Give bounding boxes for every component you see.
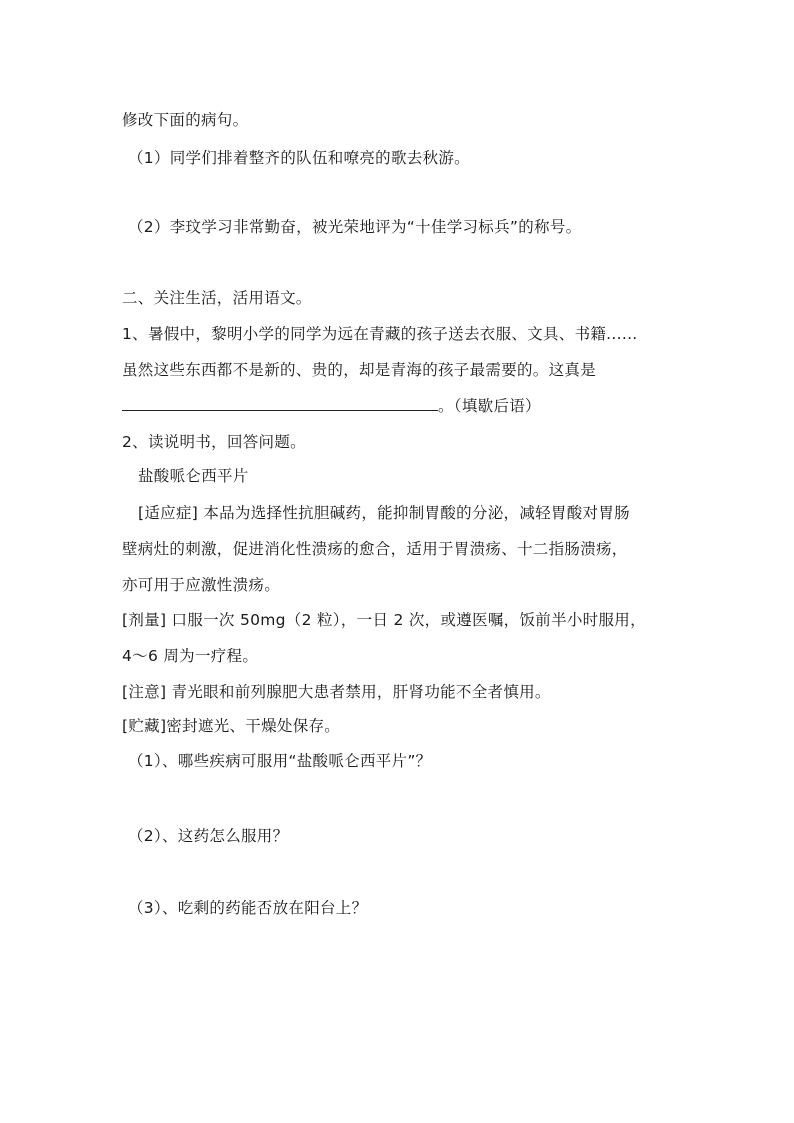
item1-answer-line: [122, 396, 541, 416]
indication-line-2: 壁病灶的刺激，促进消化性溃疡的愈合，适用于胃溃疡、十二指肠溃疡，: [122, 540, 628, 558]
section2-heading: 二、关注生活，活用语文。: [122, 289, 312, 307]
item2-question-1: （1）、哪些疾病可服用“盐酸哌仑西平片”？: [128, 752, 432, 770]
item2-question-2: （2）、这药怎么服用？: [128, 827, 289, 845]
item2-heading: 2、读说明书，回答问题。: [122, 433, 306, 451]
item2-question-3: （3）、吃剩的药能否放在阳台上？: [128, 899, 368, 917]
item1-line-1: 1、暑假中，黎明小学的同学为远在青藏的孩子送去衣服、文具、书籍......: [122, 325, 638, 343]
dosage-line-2: 4～6 周为一疗程。: [122, 647, 259, 665]
caution-line: [注意] 青光眼和前列腺肥大患者禁用，肝肾功能不全者慎用。: [122, 683, 551, 701]
drug-name: 盐酸哌仑西平片: [138, 467, 249, 485]
section1-heading: 修改下面的病句。: [122, 111, 249, 129]
indication-line-3: 亦可用于应激性溃疡。: [122, 576, 281, 594]
indication-line-1: [适应症] 本品为选择性抗胆碱药，能抑制胃酸的分泌，减轻胃酸对胃肠: [138, 504, 630, 522]
item1-suffix: 。（填歇后语）: [438, 397, 541, 415]
storage-line: [贮藏]密封遮光、干燥处保存。: [122, 717, 341, 735]
answer-blank[interactable]: [122, 396, 438, 411]
section1-question-1: （1）同学们排着整齐的队伍和嘹亮的歌去秋游。: [128, 149, 470, 167]
dosage-line-1: [剂量] 口服一次 50mg（2 粒），一日 2 次，或遵医嘱，饭前半小时服用，: [122, 611, 646, 629]
section1-question-2: （2）李玟学习非常勤奋，被光荣地评为“十佳学习标兵”的称号。: [128, 218, 582, 236]
item1-line-2: 虽然这些东西都不是新的、贵的，却是青海的孩子最需要的。这真是: [122, 361, 597, 379]
